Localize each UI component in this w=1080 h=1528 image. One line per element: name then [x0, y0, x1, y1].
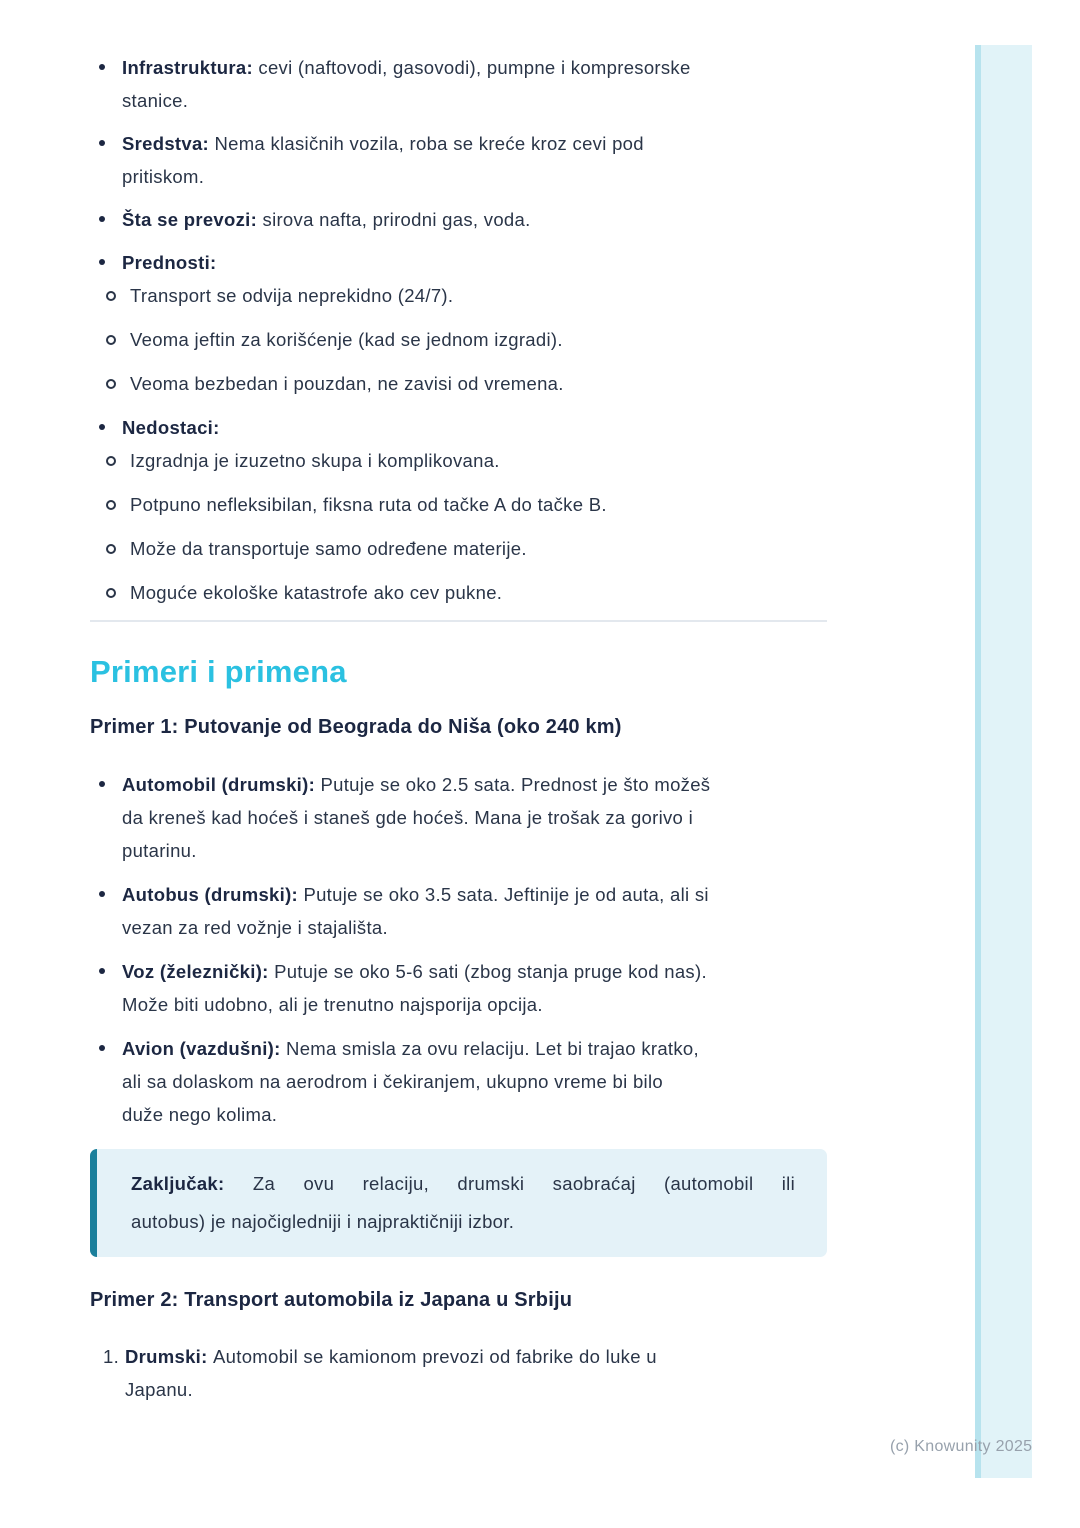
advantages-sublist: [90, 279, 827, 400]
list-item: [90, 51, 827, 117]
item-lead: Drumski:: [125, 1346, 214, 1367]
callout-lead: Zaključak:: [131, 1173, 253, 1194]
list-item: [90, 127, 827, 193]
list-item: [90, 768, 827, 867]
numbered-list-item: [90, 1340, 827, 1406]
document-content: [90, 51, 827, 1406]
sub-list-item: Može da transportuje samo određene materije.: [90, 532, 827, 565]
list-item-line: [122, 127, 827, 160]
list-item-line: [122, 878, 827, 911]
item-lead: Autobus (drumski):: [122, 884, 304, 905]
item-lead: Šta se prevozi:: [122, 209, 263, 230]
example2-heading: Primer 2: Transport automobila iz Japana u Srbiju: [90, 1289, 573, 1311]
list-item-line: duže nego kolima.: [122, 1104, 278, 1125]
example1-list: [90, 768, 827, 1131]
list-item: [90, 955, 827, 1021]
sub-list-item: Veoma bezbedan i pouzdan, ne zavisi od vremena.: [90, 367, 827, 400]
item-text: Putuje se oko 3.5 sata. Jeftinije je od auta, ali si: [303, 884, 709, 905]
disadvantages-sublist: [90, 444, 827, 609]
item-text: Nema smisla za ovu relaciju. Let bi trajao kratko,: [286, 1038, 699, 1059]
list-item-line: [125, 1340, 827, 1373]
item-text: Automobil se kamionom prevozi od fabrike do luke u: [213, 1346, 657, 1367]
sub-list-item: Moguće ekološke katastrofe ako cev pukne.: [90, 576, 827, 609]
list-item: [90, 246, 827, 400]
list-item-line: ali sa dolaskom na aerodrom i čekiranjem, ukupno vreme bi bilo: [122, 1071, 663, 1092]
sub-list-item: Izgradnja je izuzetno skupa i komplikovana.: [90, 444, 827, 477]
example1-heading: Primer 1: Putovanje od Beograda do Niša (oko 240 km): [90, 716, 622, 738]
item-lead: Avion (vazdušni):: [122, 1038, 287, 1059]
page-side-stripe: [975, 45, 1032, 1478]
callout-text: Za ovu relaciju, drumski saobraćaj (automobil ili: [252, 1173, 795, 1194]
copyright-watermark: (c) Knowunity 2025: [890, 1438, 1033, 1455]
list-item: [90, 203, 827, 236]
list-item: [90, 1032, 827, 1131]
item-lead: Prednosti:: [122, 252, 217, 273]
item-text: Nema klasičnih vozila, roba se kreće kroz cevi pod: [214, 133, 644, 154]
list-item-line: Može biti udobno, ali je trenutno najsporija opcija.: [122, 994, 543, 1015]
item-number: 1.: [103, 1346, 120, 1367]
list-item-line: Japanu.: [125, 1379, 193, 1400]
callout-line: autobus) je najočigledniji i najpraktičniji izbor.: [131, 1211, 515, 1232]
pipeline-properties-list: [90, 51, 827, 609]
item-text: cevi (naftovodi, gasovodi), pumpne i kompresorske: [258, 57, 691, 78]
item-lead: Infrastruktura:: [122, 57, 259, 78]
list-item-line: pritiskom.: [122, 166, 205, 187]
item-text: sirova nafta, prirodni gas, voda.: [262, 209, 531, 230]
list-item-line: stanice.: [122, 90, 189, 111]
list-item-line: [122, 51, 827, 84]
list-item: [90, 878, 827, 944]
list-item-line: [122, 955, 827, 988]
list-item: [90, 411, 827, 609]
item-lead: Nedostaci:: [122, 417, 220, 438]
list-item-line: putarinu.: [122, 840, 197, 861]
sub-list-item: Veoma jeftin za korišćenje (kad se jednom izgradi).: [90, 323, 827, 356]
item-lead: Sredstva:: [122, 133, 215, 154]
list-item-line: [122, 1032, 827, 1065]
sub-list-item: Transport se odvija neprekidno (24/7).: [90, 279, 827, 312]
list-item-line: da kreneš kad hoćeš i staneš gde hoćeš. Mana je trošak za gorivo i: [122, 807, 693, 828]
list-item-line: [122, 203, 827, 236]
item-lead: Automobil (drumski):: [122, 774, 321, 795]
item-text: Putuje se oko 2.5 sata. Prednost je što možeš: [320, 774, 711, 795]
section-divider: [90, 620, 827, 622]
example2-list: [90, 1340, 827, 1406]
section-title: Primeri i primena: [90, 654, 347, 689]
list-item-line: [122, 246, 827, 279]
callout-line: [131, 1165, 795, 1203]
conclusion-callout: [90, 1149, 827, 1257]
sub-list-item: Potpuno nefleksibilan, fiksna ruta od tačke A do tačke B.: [90, 488, 827, 521]
list-item-line: [122, 768, 827, 801]
list-item-line: [122, 411, 827, 444]
list-item-line: vezan za red vožnje i stajališta.: [122, 917, 388, 938]
item-text: Putuje se oko 5-6 sati (zbog stanja pruge kod nas).: [274, 961, 707, 982]
item-lead: Voz (železnički):: [122, 961, 275, 982]
